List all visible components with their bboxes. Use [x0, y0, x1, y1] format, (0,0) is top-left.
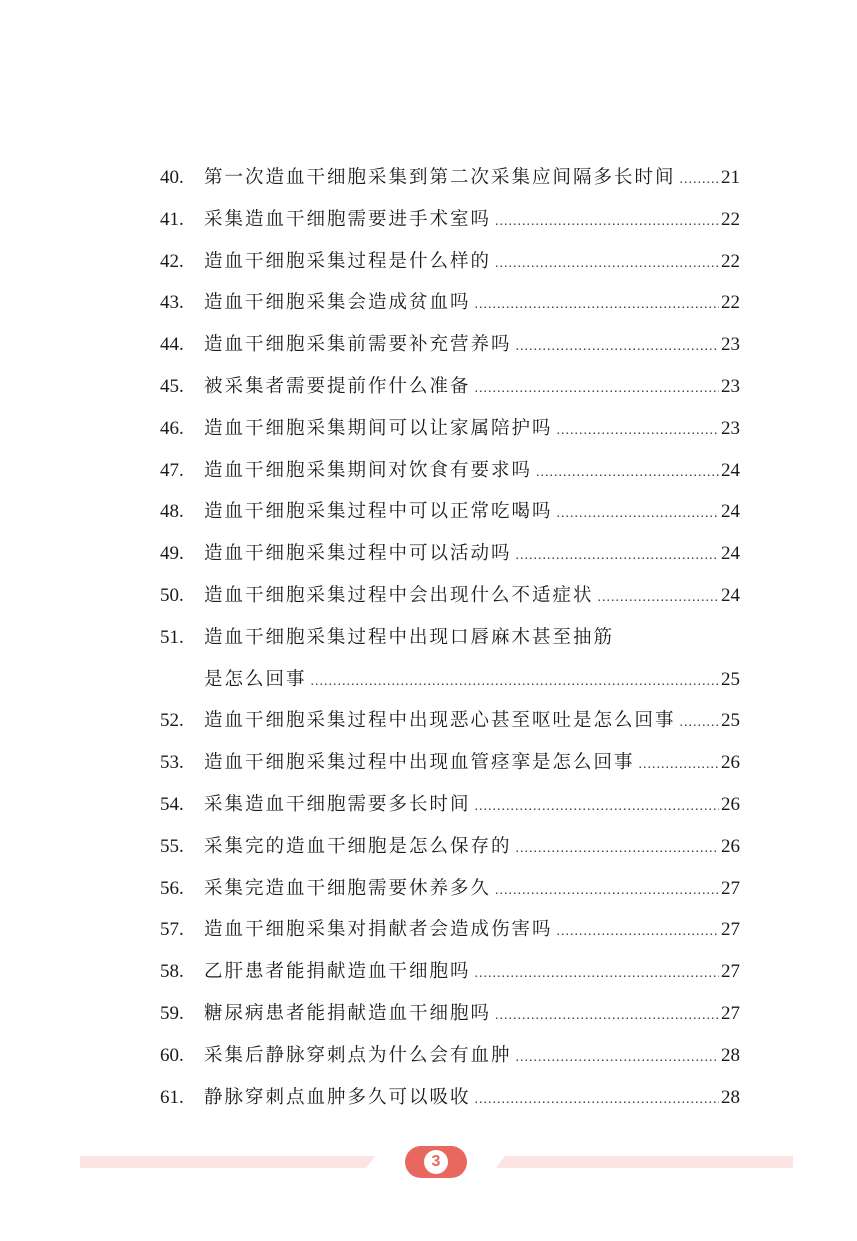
- toc-entry-title: 造血干细胞采集对捐献者会造成伤害吗: [204, 919, 553, 941]
- toc-entry[interactable]: [160, 324, 740, 366]
- toc-entry[interactable]: [160, 617, 740, 701]
- toc-entry[interactable]: [160, 951, 740, 993]
- toc-entry-number: 42.: [160, 250, 184, 272]
- toc-entry-page: 22: [721, 250, 740, 272]
- toc-entry-number: 54.: [160, 793, 184, 815]
- toc-entry-number: 49.: [160, 543, 184, 565]
- toc-entry-title: 被采集者需要提前作什么准备: [204, 375, 471, 397]
- toc-entry-title: 造血干细胞采集过程中出现口唇麻木甚至抽筋: [204, 626, 615, 648]
- toc-entry[interactable]: [160, 1077, 740, 1119]
- toc-leader-dots: [475, 786, 719, 828]
- toc-entry-page: 25: [721, 668, 740, 690]
- toc-leader-dots: [495, 243, 719, 285]
- toc-entry[interactable]: [160, 491, 740, 533]
- toc-entry-number: 60.: [160, 1044, 184, 1066]
- toc-entry-page: 28: [721, 1044, 740, 1066]
- toc-entry-number: 56.: [160, 877, 184, 899]
- toc-entry[interactable]: [160, 826, 740, 868]
- toc-leader-dots: [475, 953, 719, 995]
- toc-entry-title: 造血干细胞采集过程是什么样的: [204, 250, 492, 272]
- toc-entry-number: 45.: [160, 375, 184, 397]
- toc-entry-number: 58.: [160, 961, 184, 983]
- toc-entry-page: 23: [721, 417, 740, 439]
- toc-leader-dots: [639, 744, 719, 786]
- toc-entry-title: 采集完造血干细胞需要休养多久: [204, 877, 492, 899]
- toc-entry-title: 造血干细胞采集过程中会出现什么不适症状: [204, 584, 594, 606]
- toc-entry-number: 59.: [160, 1002, 184, 1024]
- toc-entry-title: 糖尿病患者能捐献造血干细胞吗: [204, 1002, 492, 1024]
- toc-entry[interactable]: [160, 366, 740, 408]
- toc-entry[interactable]: [160, 199, 740, 241]
- toc-entry[interactable]: [160, 408, 740, 450]
- toc-entry-number: 50.: [160, 584, 184, 606]
- toc-entry-number: 48.: [160, 501, 184, 523]
- toc-entry-number: 46.: [160, 417, 184, 439]
- toc-entry-page: 27: [721, 919, 740, 941]
- toc-entry-page: 28: [721, 1086, 740, 1108]
- toc-leader-dots: [475, 1079, 719, 1121]
- toc-leader-dots: [475, 368, 719, 410]
- toc-entry-number: 47.: [160, 459, 184, 481]
- toc-entry[interactable]: [160, 784, 740, 826]
- toc-entry-number: 43.: [160, 292, 184, 314]
- toc-entry-number: 55.: [160, 835, 184, 857]
- toc-entry-page: 26: [721, 793, 740, 815]
- toc-entry-page: 26: [721, 752, 740, 774]
- toc-entry-page: 24: [721, 584, 740, 606]
- toc-leader-dots: [557, 911, 719, 953]
- toc-entry-page: 23: [721, 334, 740, 356]
- footer-decor-bar-right: [496, 1156, 793, 1168]
- toc-entry-title: 造血干细胞采集期间可以让家属陪护吗: [204, 417, 553, 439]
- toc-entry-title: 造血干细胞采集期间对饮食有要求吗: [204, 459, 533, 481]
- toc-entry-number: 51.: [160, 626, 184, 648]
- toc-entry-page: 24: [721, 459, 740, 481]
- toc-entry-line: [160, 659, 740, 701]
- toc-entry-title: 采集造血干细胞需要进手术室吗: [204, 208, 492, 230]
- toc-entry-page: 22: [721, 208, 740, 230]
- toc-entry-number: 41.: [160, 208, 184, 230]
- toc-leader-dots: [536, 452, 719, 494]
- footer-decor-bar-left: [80, 1156, 375, 1168]
- toc-entry-title: 造血干细胞采集过程中出现血管痉挛是怎么回事: [204, 752, 635, 774]
- toc-entry[interactable]: [160, 742, 740, 784]
- toc-entry-page: 22: [721, 292, 740, 314]
- toc-entry-title: 造血干细胞采集过程中可以正常吃喝吗: [204, 501, 553, 523]
- toc-entry-title: 造血干细胞采集会造成贫血吗: [204, 292, 471, 314]
- toc-entry-page: 27: [721, 1002, 740, 1024]
- toc-entry-page: 23: [721, 375, 740, 397]
- toc-entry-number: 53.: [160, 752, 184, 774]
- toc-leader-dots: [557, 493, 719, 535]
- toc-entry-title: 第一次造血干细胞采集到第二次采集应间隔多长时间: [204, 167, 676, 188]
- toc-entry-page: 21: [721, 167, 740, 188]
- toc-entry[interactable]: [160, 450, 740, 492]
- toc-entry-title: 静脉穿刺点血肿多久可以吸收: [204, 1086, 471, 1108]
- toc-entry-title: 造血干细胞采集过程中可以活动吗: [204, 543, 512, 565]
- toc-entry-page: 26: [721, 835, 740, 857]
- toc-entry[interactable]: [160, 157, 740, 199]
- page-number: 3: [424, 1150, 448, 1174]
- toc-leader-dots: [516, 828, 719, 870]
- toc-entry-line: [160, 617, 740, 659]
- toc-leader-dots: [680, 702, 719, 744]
- toc-entry-number: 44.: [160, 334, 184, 356]
- toc-leader-dots: [516, 1037, 719, 1079]
- toc-entry-page: 27: [721, 877, 740, 899]
- toc-entry[interactable]: [160, 1035, 740, 1077]
- toc-entry-number: 57.: [160, 919, 184, 941]
- toc-entry-title: 乙肝患者能捐献造血干细胞吗: [204, 961, 471, 983]
- toc-entry[interactable]: [160, 575, 740, 617]
- toc-leader-dots: [516, 326, 719, 368]
- toc-leader-dots: [680, 159, 719, 201]
- toc-leader-dots: [495, 201, 719, 243]
- toc-entry-title: 采集造血干细胞需要多长时间: [204, 793, 471, 815]
- toc-entry-number: 52.: [160, 710, 184, 732]
- toc-entry[interactable]: [160, 241, 740, 283]
- toc-entry[interactable]: [160, 700, 740, 742]
- toc-entry[interactable]: [160, 868, 740, 910]
- toc-entry-title: 造血干细胞采集前需要补充营养吗: [204, 334, 512, 356]
- toc-entry-number: 61.: [160, 1086, 184, 1108]
- toc-leader-dots: [495, 995, 719, 1037]
- toc-entry-page: 24: [721, 543, 740, 565]
- toc-entry[interactable]: [160, 533, 740, 575]
- toc-entry[interactable]: [160, 993, 740, 1035]
- toc-entry-title: 采集后静脉穿刺点为什么会有血肿: [204, 1044, 512, 1066]
- toc-entry-title: 采集完的造血干细胞是怎么保存的: [204, 835, 512, 857]
- toc-entry[interactable]: [160, 282, 740, 324]
- toc-entry-title-continued: 是怎么回事: [204, 668, 307, 690]
- toc-entry-page: 25: [721, 710, 740, 732]
- toc-entry-number: 40.: [160, 167, 184, 188]
- toc-leader-dots: [495, 870, 719, 912]
- toc-entry-page: 24: [721, 501, 740, 523]
- toc-leader-dots: [557, 410, 719, 452]
- table-of-contents: [160, 157, 740, 1118]
- page-number-badge: [405, 1146, 467, 1178]
- toc-entry[interactable]: [160, 909, 740, 951]
- toc-entry-page: 27: [721, 961, 740, 983]
- toc-leader-dots: [475, 284, 719, 326]
- toc-leader-dots: [516, 535, 719, 577]
- toc-leader-dots: [598, 577, 719, 619]
- toc-entry-title: 造血干细胞采集过程中出现恶心甚至呕吐是怎么回事: [204, 710, 676, 732]
- toc-leader-dots: [311, 661, 719, 703]
